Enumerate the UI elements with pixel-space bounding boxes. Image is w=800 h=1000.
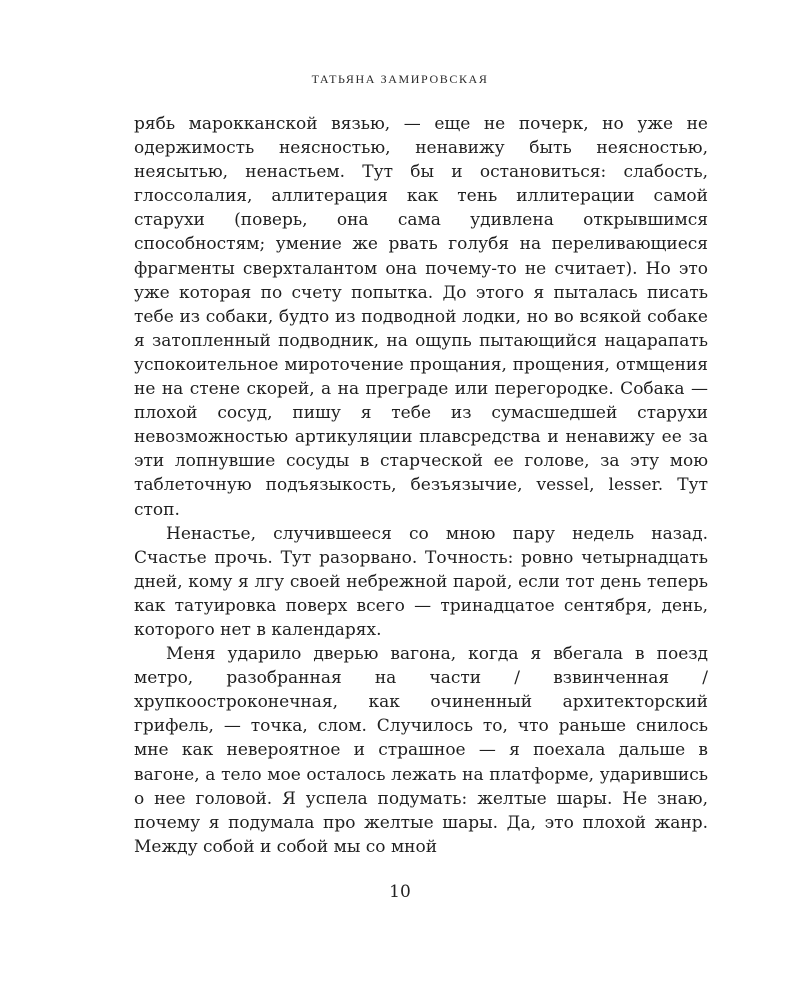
- page-number: 10: [389, 882, 411, 902]
- paragraph-2: Ненастье, случившееся со мною пару недель назад. Счастье прочь. Тут разорвано. Точность: ровно четырнадцать дней, кому я лгу своей небрежной парой, если тот день теперь как татуировка поверх всего — тринадцатое сентября, день, которого нет в календарях.: [134, 523, 708, 640]
- running-head: ТАТЬЯНА ЗАМИРОВСКАЯ: [311, 72, 489, 86]
- paragraph-3: Меня ударило дверью вагона, когда я вбегала в поезд метро, разобранная на части / взвинченная / хрупкоостроконечная, как очиненный архитекторский грифель, — точка, слом. Случилось то, что раньше снилось мне как невероятное и страшное — я поехала дальше в вагоне, а тело мое осталось лежать на платформе, ударившись о нее головой. Я успела подумать: желтые шары. Не знаю, почему я подумала про желтые шары. Да, это плохой жанр. Между собой и собой мы со мной: [134, 644, 708, 857]
- paragraph-1: рябь марокканской вязью, — еще не почерк, но уже не одержимость неясностью, ненавижу быть неясностью, неясытью, ненастьем. Тут бы и остановиться: слабость, глоссолалия, аллитерация как тень иллитерации самой старухи (поверь, она сама удивлена открывшимся способностям; умение же рвать голубя на переливающиеся фрагменты сверхталантом она почему-то не считает). Но это уже которая по счету попытка. До этого я пыталась писать тебе из собаки, будто из подводной лодки, но во всякой собаке я затопленный подводник, на ощупь пытающийся нацарапать успокоительное мироточение прощания, прощения, отмщения не на стене скорей, а на преграде или перегородке. Собака — плохой сосуд, пишу я тебе из сумасшедшей старухи невозможностью артикуляции плавсредства и ненавижу ее за эти лопнувшие сосуды в старческой ее голове, за эту мою таблеточную подъязыкость, безъязычие, vessel, lesser. Тут стоп.: [134, 114, 708, 520]
- body-text: [134, 112, 708, 859]
